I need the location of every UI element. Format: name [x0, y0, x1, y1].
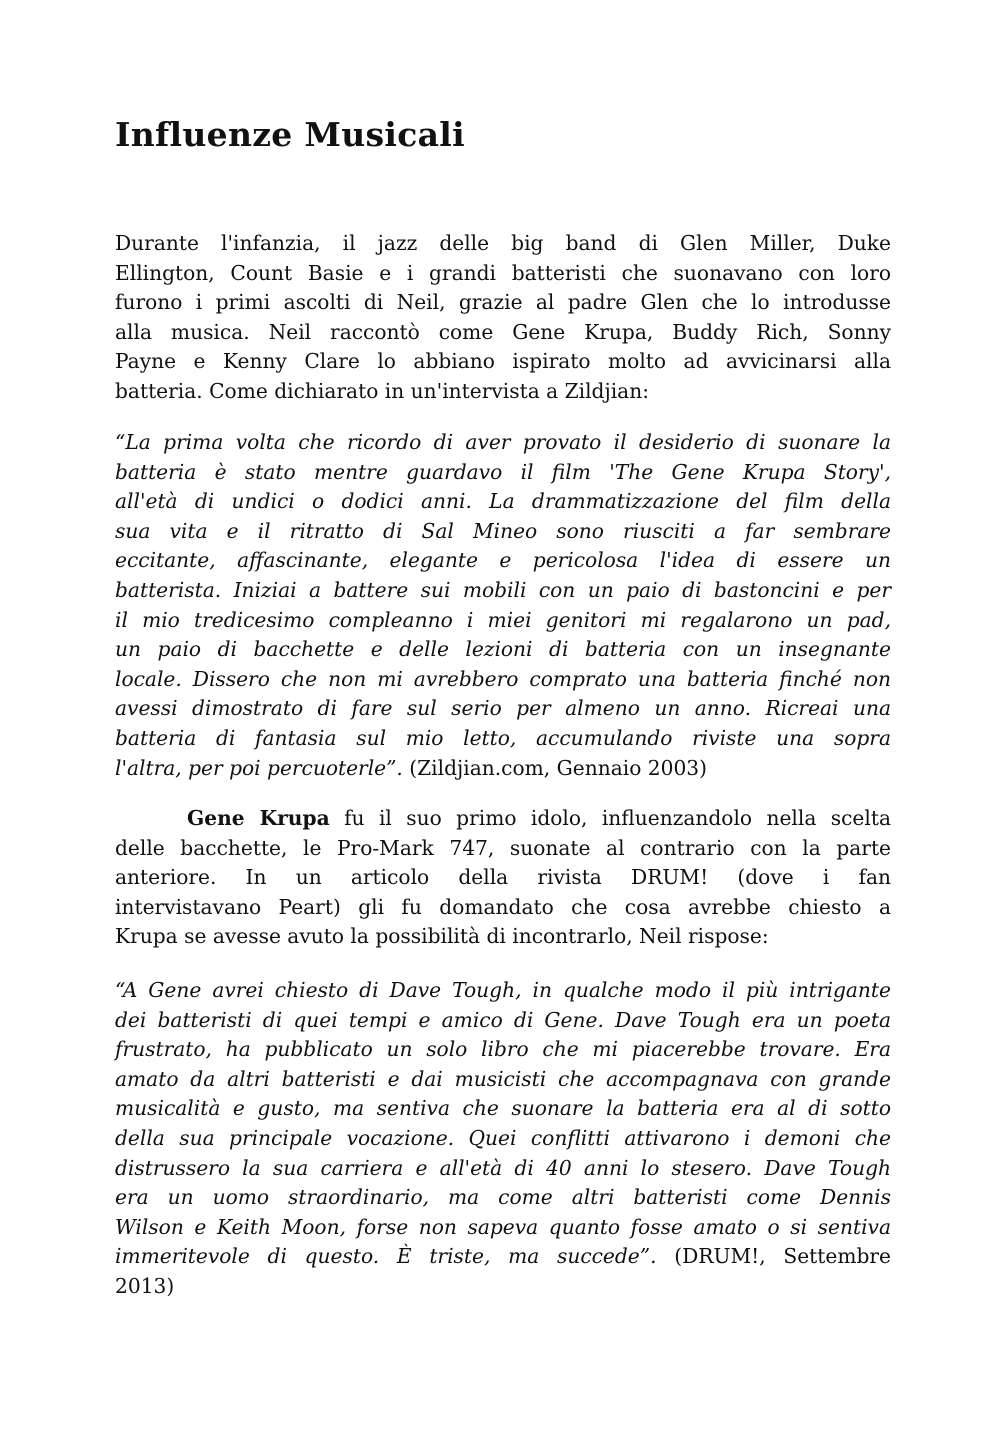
quote-line: batteria è stato mentre guardavo il film 'The Gene Krupa Story',	[115, 459, 891, 484]
text-line: anteriore. In un articolo della rivista DRUM! (dove i fan	[115, 865, 891, 890]
text-line: furono i primi ascolti di Neil, grazie al padre Glen che lo introdusse	[115, 290, 891, 315]
quote-line: della sua principale vocazione. Quei conflitti attivarono i demoni che	[115, 1125, 891, 1150]
text-line: alla musica. Neil raccontò come Gene Krupa, Buddy Rich, Sonny	[115, 319, 891, 344]
quote-line: Wilson e Keith Moon, forse non sapeva quanto fosse amato o si sentiva	[115, 1214, 891, 1239]
page-title: Influenze Musicali	[115, 115, 465, 154]
zildjian-quote	[115, 428, 891, 783]
quote-citation: (DRUM!, Settembre	[656, 1244, 891, 1269]
text-line: delle bacchette, le Pro-Mark 747, suonate al contrario con la parte	[115, 835, 891, 860]
text-line: Payne e Kenny Clare lo abbiano ispirato molto ad avvicinarsi alla	[115, 349, 891, 374]
text-line: Krupa se avesse avuto la possibilità di incontrarlo, Neil rispose:	[115, 924, 769, 949]
quote-line: sua vita e il ritratto di Sal Mineo sono riusciti a far sembrare	[115, 518, 891, 543]
quote-citation-end: 2013)	[115, 1273, 175, 1298]
quote-line: un paio di bacchette e delle lezioni di batteria con un insegnante	[115, 637, 891, 662]
quote-line: “La prima volta che ricordo di aver provato il desiderio di suonare la	[115, 430, 891, 454]
quote-line: “A Gene avrei chiesto di Dave Tough, in qualche modo il più intrigante	[115, 978, 891, 1002]
text-line: batteria. Come dichiarato in un'intervista a Zildjian:	[115, 378, 650, 403]
krupa-paragraph	[115, 804, 891, 952]
quote-end-text: l'altra, per poi percuoterle”.	[115, 755, 403, 780]
bold-name-gene-krupa: Gene Krupa	[187, 806, 330, 830]
quote-line: frustrato, ha pubblicato un solo libro che mi piacerebbe trovare. Era	[115, 1037, 891, 1062]
quote-line: batterista. Iniziai a battere sui mobili con un paio di bastoncini e per	[115, 577, 891, 602]
text-line: Ellington, Count Basie e i grandi batteristi che suonavano con loro	[115, 260, 891, 285]
quote-end-text: immeritevole di questo. È triste, ma succede”.	[115, 1244, 657, 1269]
quote-line: eccitante, affascinante, elegante e pericolosa l'idea di essere un	[115, 548, 891, 573]
quote-line: dei batteristi di quei tempi e amico di Gene. Dave Tough era un poeta	[115, 1007, 891, 1032]
text-line	[115, 804, 891, 834]
quote-line: all'età di undici o dodici anni. La drammatizzazione del film della	[115, 489, 891, 514]
quote-line: amato da altri batteristi e dai musicisti che accompagnava con grande	[115, 1066, 891, 1091]
text-line: intervistavano Peart) gli fu domandato che cosa avrebbe chiesto a	[115, 894, 891, 919]
quote-line	[115, 1242, 891, 1272]
quote-line: il mio tredicesimo compleanno i miei genitori mi regalarono un pad,	[115, 607, 891, 632]
quote-citation: (Zildjian.com, Gennaio 2003)	[402, 755, 708, 780]
quote-last-line	[115, 754, 891, 784]
text-line: Durante l'infanzia, il jazz delle big band di Glen Miller, Duke	[115, 231, 891, 255]
text-segment: fu il suo primo idolo, influenzandolo nella scelta	[329, 806, 891, 830]
quote-line: era un uomo straordinario, ma come altri batteristi come Dennis	[115, 1185, 891, 1210]
drum-quote	[115, 976, 891, 1302]
quote-line: batteria di fantasia sul mio letto, accumulando riviste una sopra	[115, 725, 891, 750]
quote-line: locale. Dissero che non mi avrebbero comprato una batteria finché non	[115, 666, 891, 691]
quote-line: avessi dimostrato di fare sul serio per almeno un anno. Ricreai una	[115, 696, 891, 721]
quote-line: musicalità e gusto, ma sentiva che suonare la batteria era al di sotto	[115, 1096, 891, 1121]
intro-paragraph	[115, 229, 891, 407]
quote-line: distrussero la sua carriera e all'età di 40 anni lo stesero. Dave Tough	[115, 1155, 891, 1180]
